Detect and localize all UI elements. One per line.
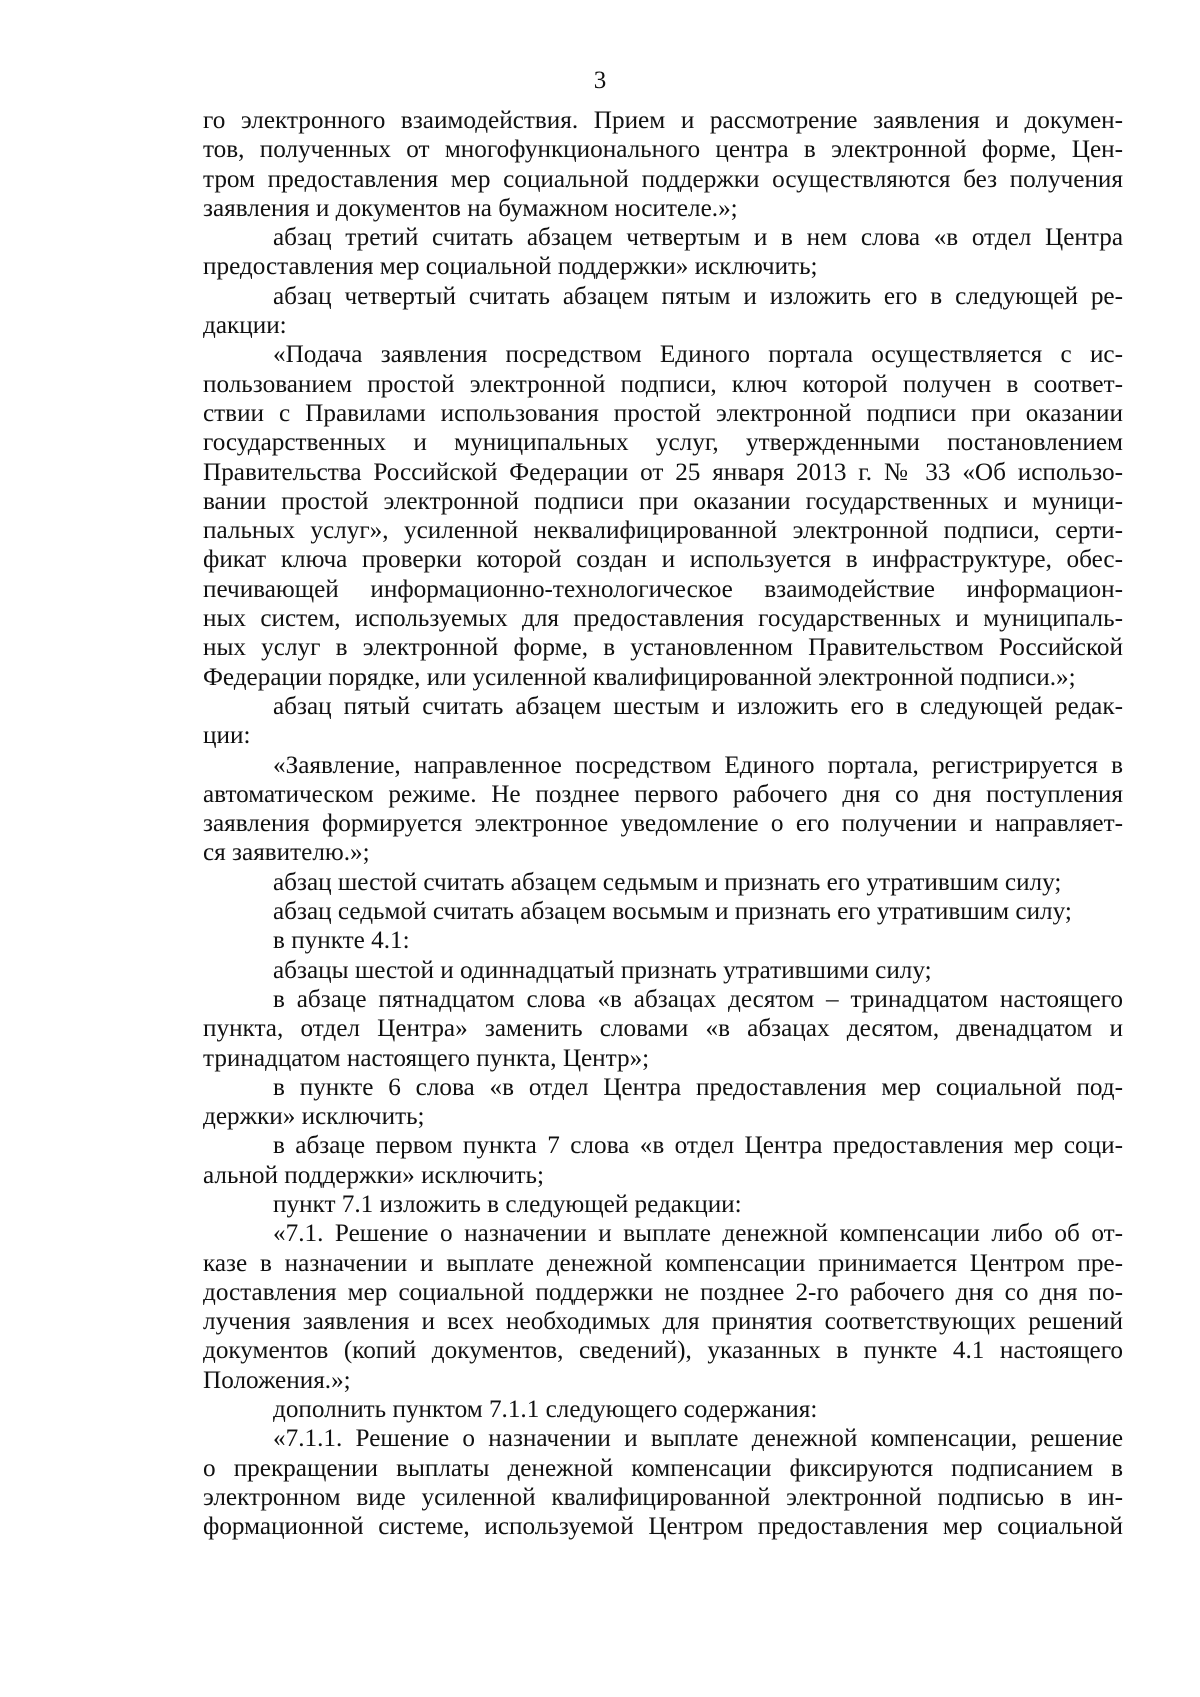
page-number: 3 (593, 67, 607, 94)
text-line: абзац пятый считать абзацем шестым и изложить его в следующей редак- (273, 692, 1123, 720)
text-line: Правительства Российской Федерации от 25 января 2013 г. № 33 «Об использо- (203, 458, 1123, 486)
text-line: заявления и документов на бумажном носителе.»; (203, 194, 738, 222)
text-line: абзац четвертый считать абзацем пятым и изложить его в следующей ре- (273, 282, 1123, 310)
text-line: тром предоставления мер социальной поддержки осуществляются без получения (203, 165, 1123, 193)
text-line: в пункте 6 слова «в отдел Центра предоставления мер социальной под- (273, 1073, 1123, 1101)
text-line: ных систем, используемых для предоставления государственных и муниципаль- (203, 605, 1123, 633)
text-line: Федерации порядке, или усиленной квалифицированной электронной подписи.»; (203, 663, 1076, 691)
text-line: дакции: (203, 312, 287, 340)
text-line: альной поддержки» исключить; (203, 1161, 545, 1189)
text-line: печивающей информационно-технологическое взаимодействие информацион- (203, 575, 1123, 603)
text-line: доставления мер социальной поддержки не позднее 2-го рабочего дня со дня по- (203, 1278, 1123, 1306)
text-line: в пункте 4.1: (273, 927, 410, 955)
text-line: го электронного взаимодействия. Прием и рассмотрение заявления и докумен- (203, 107, 1123, 134)
text-line: в абзаце пятнадцатом слова «в абзацах десятом – тринадцатом настоящего (273, 985, 1123, 1013)
text-line: заявления формируется электронное уведомление о его получении и направляет- (203, 810, 1123, 838)
text-line: Положения.»; (203, 1366, 351, 1394)
text-line: пункт 7.1 изложить в следующей редакции: (273, 1190, 742, 1218)
text-line: ции: (203, 722, 251, 750)
text-line: пользованием простой электронной подписи, ключ которой получен в соответ- (203, 370, 1123, 398)
text-line: лучения заявления и всех необходимых для принятия соответствующих решений (203, 1308, 1123, 1336)
text-line: абзац седьмой считать абзацем восьмым и признать его утратившим силу; (273, 898, 1072, 926)
text-line: предоставления мер социальной поддержки» исключить; (203, 253, 818, 281)
text-line: о прекращении выплаты денежной компенсации фиксируются подписанием в (203, 1454, 1123, 1482)
text-line: «7.1. Решение о назначении и выплате денежной компенсации либо об от- (273, 1220, 1123, 1248)
text-line: пальных услуг», усиленной неквалифицированной электронной подписи, серти- (203, 517, 1123, 545)
text-line: абзац шестой считать абзацем седьмым и признать его утратившим силу; (273, 868, 1062, 896)
text-line: абзацы шестой и одиннадцатый признать утратившими силу; (273, 956, 932, 984)
text-line: держки» исключить; (203, 1103, 425, 1131)
text-line: пункта, отдел Центра» заменить словами «в абзацах десятом, двенадцатом и (203, 1015, 1123, 1043)
text-line: вании простой электронной подписи при оказании государственных и муници- (203, 487, 1123, 515)
text-line: государственных и муниципальных услуг, утвержденными постановлением (203, 429, 1123, 457)
text-line: абзац третий считать абзацем четвертым и в нем слова «в отдел Центра (273, 224, 1123, 252)
text-line: «Заявление, направленное посредством Единого портала, регистрируется в (273, 751, 1123, 779)
text-line: казе в назначении и выплате денежной компенсации принимается Центром пре- (203, 1249, 1123, 1277)
text-line: тов, полученных от многофункционального центра в электронной форме, Цен- (203, 136, 1123, 164)
text-line: в абзаце первом пункта 7 слова «в отдел Центра предоставления мер соци- (273, 1132, 1123, 1160)
text-line: «Подача заявления посредством Единого портала осуществляется с ис- (273, 341, 1123, 369)
text-line: автоматическом режиме. Не позднее первого рабочего дня со дня поступления (203, 780, 1123, 808)
text-line: ствии с Правилами использования простой электронной подписи при оказании (203, 399, 1123, 427)
document-body (203, 106, 1123, 1542)
text-line: ных услуг в электронной форме, в установленном Правительством Российской (203, 634, 1123, 662)
text-line: дополнить пунктом 7.1.1 следующего содержания: (273, 1396, 818, 1424)
text-line: тринадцатом настоящего пункта, Центр»; (203, 1044, 650, 1072)
text-line: ся заявителю.»; (203, 839, 370, 867)
text-line: «7.1.1. Решение о назначении и выплате денежной компенсации, решение (273, 1425, 1123, 1453)
text-line: формационной системе, используемой Центром предоставления мер социальной (203, 1513, 1123, 1541)
text-line: фикат ключа проверки которой создан и используется в инфраструктуре, обес- (203, 546, 1123, 574)
text-line: электронном виде усиленной квалифицированной электронной подписью в ин- (203, 1483, 1123, 1511)
text-line: документов (копий документов, сведений), указанных в пункте 4.1 настоящего (203, 1337, 1123, 1365)
